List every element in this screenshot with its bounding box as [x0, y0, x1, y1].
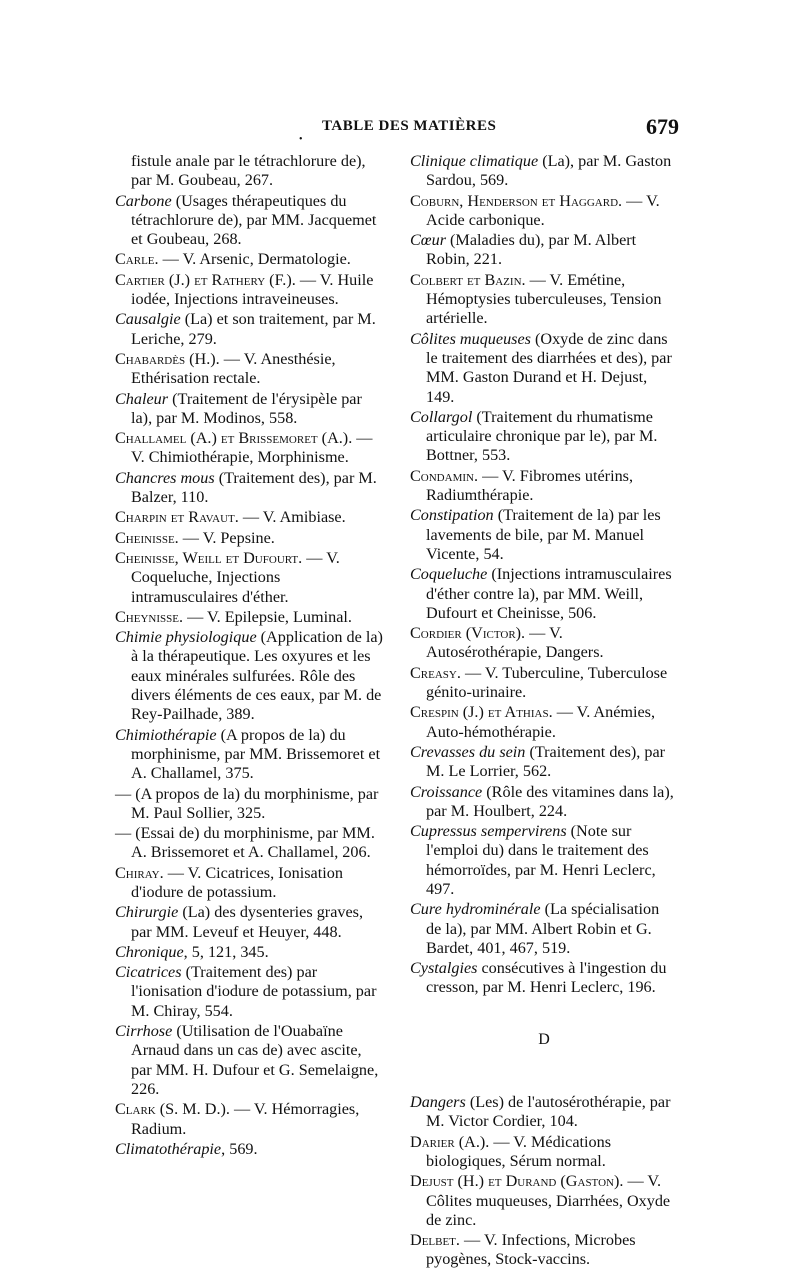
entry-heading: Clinique climatique [410, 152, 539, 170]
entry-text: — V. Tuberculine, Tuberculose génito-urinaire. [426, 663, 668, 702]
index-entry [115, 469, 385, 508]
index-entry [115, 250, 385, 269]
index-entry [410, 467, 678, 506]
entry-text: , 5, 121, 345. [183, 942, 269, 961]
entry-text: — V. Anesthésie, Ethérisation rectale. [131, 349, 336, 388]
index-entry [410, 506, 678, 564]
entry-heading: Cure hydrominérale [410, 900, 541, 919]
entry-text: — V. Fibromes utérins, Radiumthérapie. [426, 466, 634, 505]
entry-text: — V. Infections, Microbes pyogènes, Stock-vaccins. [426, 1231, 636, 1269]
right-column-d-entries [410, 1093, 678, 1270]
section-letter: D [538, 1030, 550, 1048]
entry-heading: Chabardès (H.). [115, 349, 220, 368]
entry-text: (Traitement de la) par les lavements de bile, par M. Manuel Vicente, 54. [426, 506, 661, 563]
entry-text: (Traitement de l'érysipèle par la), par M. Modinos, 558. [131, 389, 362, 427]
entry-heading: Chiray. [115, 863, 164, 882]
entry-text: (La), par M. Gaston Sardou, 569. [426, 152, 672, 190]
entry-text: — V. Chimiothérapie, Morphinisme. [131, 429, 373, 467]
right-column-c-entries [410, 152, 678, 998]
index-entry [115, 785, 385, 824]
entry-heading: Croissance [410, 782, 483, 801]
entry-text: (Rôle des vitamines dans la), par M. Houlbert, 224. [426, 782, 674, 820]
index-entry [115, 549, 385, 607]
entry-heading: Chronique [115, 942, 184, 961]
index-entry [410, 959, 678, 998]
entry-text: (Application de la) à la thérapeutique. Les oxyures et les eaux minérales sulfurées. Rôle des divers éléments de ces eaux, par M. de Rey-Pailhade, 389. [131, 628, 383, 724]
entry-heading: Cupressus sempervirens [410, 822, 567, 841]
entry-heading: Creasy. [410, 663, 461, 682]
entry-heading: Coburn, Henderson et Haggard. [410, 191, 623, 210]
entry-text: — V. Huile iodée, Injections intraveineuses. [131, 270, 374, 309]
entry-text: (Note sur l'emploi du) dans le traitement des hémorroïdes, par M. Henri Leclerc, 497. [426, 822, 656, 898]
index-entry [115, 943, 385, 962]
index-entry [115, 824, 385, 863]
entry-heading: Cheinisse, Weill et Dufourt. [115, 548, 303, 567]
entry-heading: Constipation [410, 506, 494, 525]
entry-heading: Cystalgies [410, 959, 478, 978]
index-entry [410, 330, 678, 407]
index-entry [115, 1100, 385, 1139]
ornament-dot: • [299, 134, 303, 145]
entry-text: (La) des dysenteries graves, par MM. Leveuf et Heuyer, 448. [131, 903, 363, 941]
entry-text: (La) et son traitement, par M. Leriche, 279. [131, 310, 376, 348]
index-entry [410, 703, 678, 742]
entry-text: — V. Arsenic, Dermatologie. [158, 250, 351, 269]
entry-text: — V. Médications biologiques, Sérum normal. [426, 1132, 612, 1170]
index-entry [115, 350, 385, 389]
entry-heading: Chimie physiologique [115, 628, 257, 647]
entry-heading: Colbert et Bazin. [410, 270, 526, 289]
entry-heading: Climatothérapie [115, 1139, 222, 1158]
entry-heading: Cheynisse. [115, 607, 184, 626]
page-header [0, 112, 800, 145]
entry-text: — V. Pepsine. [178, 528, 275, 547]
entry-heading: Cheinisse. [115, 528, 179, 547]
index-entry [115, 152, 385, 191]
entry-heading: Crevasses du sein [410, 742, 526, 761]
index-entry [410, 152, 678, 191]
index-entry [410, 743, 678, 782]
entry-text: (A propos de la) du morphinisme, par MM. Brissemoret et A. Challamel, 375. [131, 725, 381, 783]
entry-heading: Darier (A.). [410, 1132, 490, 1151]
entry-heading: Cœur [410, 231, 446, 250]
index-entry [115, 429, 385, 468]
entry-heading: Clark (S. M. D.). [115, 1100, 230, 1119]
index-entry [115, 1022, 385, 1099]
entry-text: — V. Côlites muqueuses, Diarrhées, Oxyde de zinc. [426, 1172, 671, 1229]
entry-text: — V. Coqueluche, Injections intramusculaires d'éther. [131, 548, 340, 606]
right-column [410, 152, 678, 1271]
index-entry [410, 1231, 678, 1270]
entry-heading: Côlites muqueuses [410, 329, 531, 348]
entry-heading: Challamel (A.) et Brissemoret (A.). [115, 429, 353, 448]
index-entry [410, 231, 678, 270]
index-entry [410, 1133, 678, 1172]
entry-text: — V. Anémies, Auto-hémothérapie. [426, 703, 656, 741]
entry-text: , 569. [221, 1139, 258, 1158]
index-entry [410, 664, 678, 703]
entry-text: — V. Hémorragies, Radium. [131, 1100, 360, 1138]
entry-heading: Chimiothérapie [115, 725, 217, 744]
entry-text: (Traitement des) par l'ionisation d'iodure de potassium, par M. Chiray, 554. [131, 963, 377, 1020]
index-entry [115, 529, 385, 548]
entry-text: — V. Amibiase. [238, 508, 346, 527]
index-entry [410, 192, 678, 231]
running-title: TABLE DES MATIÈRES [322, 118, 497, 134]
entry-heading: Cicatrices [115, 963, 182, 982]
entry-heading: Crespin (J.) et Athias. [410, 703, 553, 722]
index-entry [410, 565, 678, 623]
entry-heading: Delbet. [410, 1231, 460, 1250]
entry-text: consécutives à l'ingestion du cresson, par M. Henri Leclerc, 196. [426, 959, 667, 997]
index-entry [410, 271, 678, 329]
index-entry [410, 1093, 678, 1132]
index-entry [115, 628, 385, 724]
entry-heading: Dangers [410, 1093, 466, 1112]
entry-heading: Carbone [115, 191, 172, 210]
index-entry [410, 822, 678, 899]
index-entry [115, 390, 385, 429]
index-entry [410, 900, 678, 958]
index-entry [115, 903, 385, 942]
index-entry [115, 963, 385, 1021]
index-entry [115, 864, 385, 903]
entry-text: — V. Cicatrices, Ionisation d'iodure de potassium. [131, 863, 343, 901]
index-entry [410, 783, 678, 822]
entry-text: (Traitement du rhumatisme articulaire chronique par le), par M. Bottner, 553. [426, 407, 658, 465]
entry-text: (Traitement des), par M. Le Lorrier, 562. [426, 742, 666, 781]
left-column [115, 152, 385, 1160]
index-entry [410, 624, 678, 663]
index-entry [115, 310, 385, 349]
entry-heading: Coqueluche [410, 565, 488, 584]
index-entry [115, 192, 385, 250]
index-entry [115, 1140, 385, 1159]
entry-heading: Cartier (J.) et Rathery (F.). [115, 270, 296, 289]
entry-text: (Traitement des), par M. Balzer, 110. [131, 468, 377, 507]
entry-text: (La spécialisation de la), par MM. Albert Robin et G. Bardet, 401, 467, 519. [426, 900, 660, 957]
entry-text: — (A propos de la) du morphinisme, par M. Paul Sollier, 325. [115, 784, 379, 822]
entry-heading: Dejust (H.) et Durand (Gaston). [410, 1172, 624, 1191]
entry-heading: Causalgie [115, 310, 181, 329]
entry-heading: Chaleur [115, 389, 169, 408]
entry-heading: Chirurgie [115, 903, 179, 922]
index-entry [115, 726, 385, 784]
entry-text: (Maladies du), par M. Albert Robin, 221. [426, 231, 637, 269]
entry-text: (Oxyde de zinc dans le traitement des diarrhées et des), par MM. Gaston Durand et H. Dejust, 149. [426, 329, 672, 406]
entry-text: fistule anale par le tétrachlorure de), par M. Goubeau, 267. [131, 152, 366, 190]
entry-text: (Les) de l'autosérothérapie, par M. Victor Cordier, 104. [426, 1093, 671, 1131]
entry-text: — V. Epilepsie, Luminal. [183, 607, 352, 626]
index-entry [115, 608, 385, 627]
entry-text: — V. Emétine, Hémoptysies tuberculeuses, Tension artérielle. [426, 270, 662, 328]
index-entry [115, 271, 385, 310]
entry-text: — V. Acide carbonique. [426, 191, 660, 229]
entry-text: (Usages thérapeutiques du tétrachlorure de), par MM. Jacquemet et Goubeau, 268. [131, 191, 377, 249]
index-entry [115, 508, 385, 527]
index-entry [410, 1172, 678, 1230]
page-number: 679 [646, 114, 679, 139]
index-entry [410, 408, 678, 466]
entry-text: (Injections intramusculaires d'éther contre la), par MM. Weill, Dufourt et Cheinisse, 506. [426, 565, 672, 622]
entry-text: — (Essai de) du morphinisme, par MM. A. Brissemoret et A. Challamel, 206. [115, 824, 375, 862]
entry-text: (Utilisation de l'Ouabaïne Arnaud dans un cas de) avec ascite, par MM. H. Dufour et G. Semelaigne, 226. [131, 1022, 379, 1098]
entry-heading: Collargol [410, 407, 473, 426]
entry-heading: Carle. [115, 250, 159, 269]
entry-heading: Chancres mous [115, 468, 215, 487]
entry-heading: Charpin et Ravaut. [115, 508, 239, 527]
entry-text: — V. Autosérothérapie, Dangers. [426, 624, 604, 662]
entry-heading: Condamin. [410, 466, 479, 485]
entry-heading: Cordier (Victor). [410, 624, 526, 643]
entry-heading: Cirrhose [115, 1022, 173, 1041]
